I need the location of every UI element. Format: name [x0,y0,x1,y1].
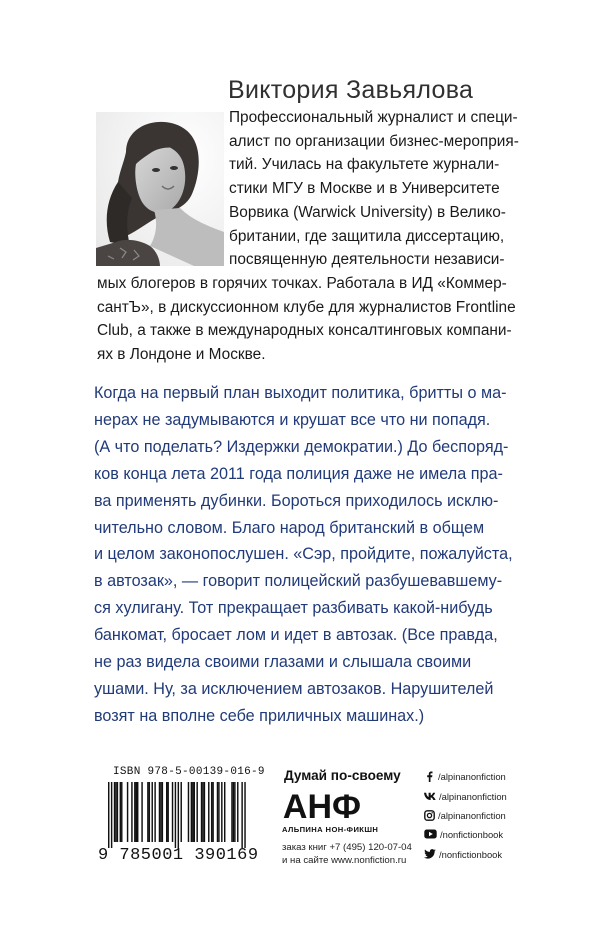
barcode-bar [172,782,173,842]
blurb-line: ся хулигану. Тот прекращает разбивать какой-нибудь [94,599,493,618]
youtube-icon [424,829,437,839]
blurb-line: нерах не задумываются и крушат все что ни попадя. [94,410,491,429]
facebook-icon [424,771,435,782]
bio-line: Club, а также в международных консалтинговых компани- [97,322,512,340]
barcode-bar [137,782,138,842]
bio-line: Профессиональный журналист и специ- [229,109,518,126]
barcode-bar [141,782,142,842]
barcode-bar [154,782,155,842]
barcode-bar [136,782,137,842]
barcode-bar [231,782,232,842]
barcode-bar [127,782,128,842]
blurb-line: ва применять дубинки. Бороться приходилось исклю- [94,491,499,510]
isbn-barcode [96,766,265,866]
barcode-bar [166,782,167,842]
order-phone: заказ книг +7 (495) 120-07-04 [282,842,412,853]
blurb-line: ушами. Ну, за исключением автозаков. Нарушителей [94,679,494,698]
twitter-icon [424,849,436,859]
order-website: и на сайте www.nonfiction.ru [282,855,407,866]
social-instagram[interactable] [424,807,506,823]
barcode-bar [108,782,109,848]
barcode-bar [152,782,153,842]
bio-line: Ворвика (Warwick University) в Велико- [229,203,506,221]
barcode-bar [175,782,176,848]
social-handle: /alpinanonfiction [438,809,506,821]
barcode-bar [196,782,197,842]
barcode-bar [221,782,222,842]
barcode-bar [218,782,219,842]
barcode-bar [178,782,179,848]
blurb-line: возят на вполне себе приличных машинах.) [94,706,425,725]
publisher-logo-text: АНФ [282,788,362,824]
blurb-line: и целом законопослушен. «Сэр, пройдите, пожалуйста, [94,545,513,564]
barcode-bar [147,782,148,842]
barcode-bar [149,782,150,842]
barcode-bar [204,782,205,842]
barcode-bar [192,782,193,842]
barcode-bar [237,782,238,842]
barcode-digits: 9 785001 390169 [98,846,259,865]
barcode-bar [117,782,118,842]
barcode-bar [201,782,202,842]
blurb-line: ков конца лета 2011 года полиция даже не имела пра- [94,464,503,483]
bio-line: тий. Училась на факультете журнали- [229,156,500,174]
social-youtube[interactable] [424,826,503,842]
bio-line: мых блогеров в горячих точках. Работала в ИД «Коммер- [97,274,507,292]
social-handle: /nonfictionbook [439,848,503,860]
barcode-bar [111,782,112,848]
vk-icon [424,792,436,801]
barcode-bar [181,782,182,842]
publisher-name: АЛЬПИНА НОН-ФИКШН [282,825,379,834]
bio-line: ях в Лондоне и Москве. [97,346,266,363]
social-handle: /alpinanonfiction [439,790,507,802]
barcode-bar [160,782,161,842]
barcode-bar [191,782,192,842]
bio-line: посвященную деятельности независи- [229,251,505,269]
barcode-bar [159,782,160,842]
barcode-bar [217,782,218,842]
barcode-bar [121,782,122,842]
bio-line: алист по организации бизнес-мероприя- [229,132,519,150]
bio-line: сантЪ», в дискуссионном клубе для журналистов Frontline [97,298,516,316]
barcode-bar [114,782,115,842]
social-vk[interactable] [424,788,507,804]
publisher-slogan: Думай по-своему [284,768,401,783]
barcode-bar [244,782,245,848]
author-name: Виктория Завьялова [228,76,474,104]
author-portrait-image [96,112,224,266]
blurb-line: чительно словом. Благо народ британский в общем [94,518,485,537]
social-twitter[interactable] [424,846,502,862]
barcode-bar [234,782,235,842]
barcode-bar [194,782,195,842]
barcode-bar [120,782,121,842]
barcode-bar [233,782,234,842]
isbn-label: ISBN 978-5-00139-016-9 [113,766,265,778]
author-photo [96,112,224,266]
social-handle: /alpinanonfiction [438,770,506,782]
barcode-bar [188,782,189,842]
barcode-bar [115,782,116,842]
blurb-line: (А что поделать? Издержки демократии.) До беспоряд- [94,437,509,456]
blurb-line: не раз видела своими глазами и слышала своими [94,653,472,671]
barcode-bar [202,782,203,842]
social-handle: /nonfictionbook [440,828,504,840]
barcode-bars [96,782,256,848]
blurb-line: в автозак», — говорит полицейский разбушевавшему- [94,572,503,591]
barcode-bar [241,782,242,848]
barcode-bar [167,782,168,842]
social-facebook[interactable] [424,768,506,784]
bio-line: британии, где защитила диссертацию, [229,227,505,245]
barcode-bar [208,782,209,842]
bio-line: стики МГУ в Москве и в Университете [229,180,500,198]
barcode-bar [162,782,163,842]
blurb-line: Когда на первый план выходит политика, бритты о ма- [94,384,507,402]
barcode-bar [224,782,225,842]
instagram-icon [424,810,435,821]
barcode-bar [134,782,135,842]
blurb-line: банкомат, бросает лом и идет в автозак. (Все правда, [94,626,498,645]
publisher-logo [282,788,362,824]
barcode-bar [211,782,212,842]
barcode-bar [212,782,213,842]
barcode-bar [131,782,132,842]
